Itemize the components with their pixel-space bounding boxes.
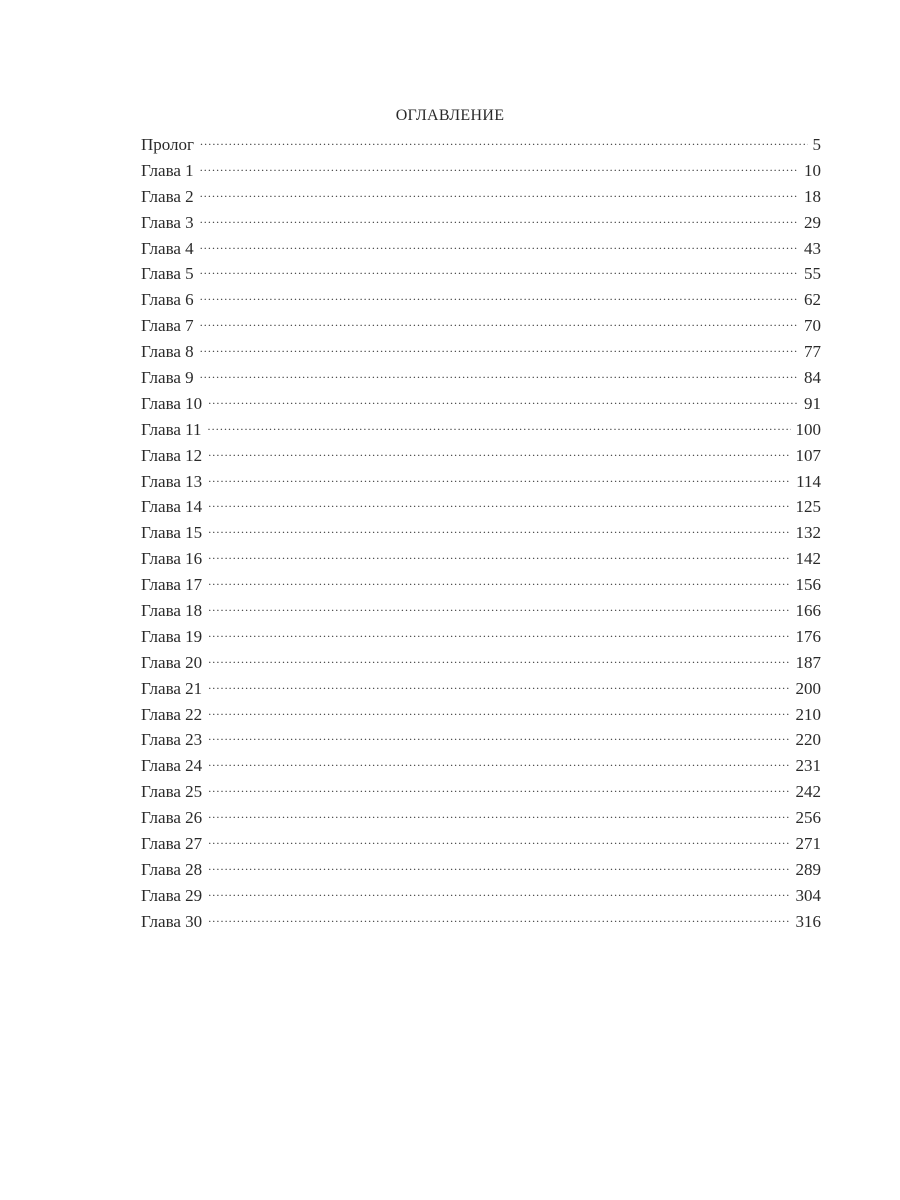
toc-entry[interactable] — [141, 544, 821, 570]
toc-entry-label: Глава 3 — [141, 212, 194, 232]
toc-entry-label: Глава 22 — [141, 704, 203, 724]
toc-entry[interactable] — [141, 492, 821, 518]
dot-leader — [208, 596, 790, 616]
dot-leader — [208, 467, 791, 487]
toc-entry-page-number: 176 — [795, 626, 821, 646]
dot-leader — [208, 544, 790, 564]
dot-leader — [200, 208, 799, 228]
toc-entry-label: Глава 12 — [141, 445, 203, 465]
toc-entry-page-number: 29 — [804, 212, 821, 232]
toc-entry[interactable] — [141, 415, 821, 441]
dot-leader — [200, 311, 799, 331]
dot-leader — [208, 803, 790, 823]
toc-entry[interactable] — [141, 855, 821, 881]
toc-entry-page-number: 187 — [795, 652, 821, 672]
dot-leader — [208, 415, 791, 435]
toc-entry[interactable] — [141, 130, 821, 156]
dot-leader — [200, 234, 799, 254]
toc-entry-label: Глава 23 — [141, 730, 203, 750]
toc-entry-page-number: 100 — [795, 419, 821, 439]
dot-leader — [208, 622, 790, 642]
dot-leader — [208, 907, 790, 927]
toc-entry-label: Глава 28 — [141, 859, 203, 879]
toc-entry[interactable] — [141, 182, 821, 208]
toc-entry[interactable] — [141, 829, 821, 855]
toc-entry-page-number: 289 — [795, 859, 821, 879]
toc-entry[interactable] — [141, 518, 821, 544]
dot-leader — [208, 829, 790, 849]
toc-entry-label: Пролог — [141, 135, 195, 154]
dot-leader — [208, 777, 790, 797]
toc-entry-label: Глава 26 — [141, 808, 203, 828]
toc-entry[interactable] — [141, 881, 821, 907]
dot-leader — [208, 674, 790, 694]
toc-entry[interactable] — [141, 363, 821, 389]
toc-entry-page-number: 316 — [795, 911, 821, 931]
toc-list — [141, 130, 821, 933]
toc-entry-label: Глава 11 — [141, 419, 202, 439]
toc-entry-label: Глава 21 — [141, 678, 203, 698]
dot-leader — [200, 156, 799, 176]
dot-leader — [208, 570, 790, 590]
toc-entry[interactable] — [141, 441, 821, 467]
dot-leader — [200, 363, 799, 383]
toc-entry-label: Глава 16 — [141, 549, 203, 569]
toc-entry-page-number: 55 — [804, 264, 821, 284]
toc-entry-label: Глава 9 — [141, 368, 194, 388]
toc-entry[interactable] — [141, 596, 821, 622]
toc-entry-page-number: 114 — [796, 471, 821, 491]
toc-entry[interactable] — [141, 467, 821, 493]
dot-leader — [208, 518, 790, 538]
toc-entry[interactable] — [141, 648, 821, 674]
toc-entry-page-number: 156 — [795, 575, 821, 595]
toc-entry[interactable] — [141, 389, 821, 415]
dot-leader — [208, 648, 790, 668]
toc-entry-page-number: 18 — [804, 186, 821, 206]
toc-entry[interactable] — [141, 285, 821, 311]
toc-entry[interactable] — [141, 751, 821, 777]
toc-entry-page-number: 256 — [795, 808, 821, 828]
toc-entry-label: Глава 15 — [141, 523, 203, 543]
toc-entry-page-number: 220 — [795, 730, 821, 750]
toc-entry-page-number: 84 — [804, 368, 821, 388]
toc-entry[interactable] — [141, 311, 821, 337]
toc-entry-page-number: 142 — [795, 549, 821, 569]
dot-leader — [200, 337, 799, 357]
toc-entry-page-number: 107 — [795, 445, 821, 465]
dot-leader — [208, 881, 790, 901]
toc-entry-label: Глава 25 — [141, 782, 203, 802]
toc-entry-label: Глава 20 — [141, 652, 203, 672]
dot-leader — [208, 700, 790, 720]
toc-entry-label: Глава 19 — [141, 626, 203, 646]
toc-entry-page-number: 304 — [795, 885, 821, 905]
toc-entry-page-number: 10 — [804, 160, 821, 180]
toc-entry[interactable] — [141, 674, 821, 700]
toc-entry-page-number: 132 — [795, 523, 821, 543]
toc-entry[interactable] — [141, 622, 821, 648]
toc-entry-label: Глава 13 — [141, 471, 203, 491]
toc-entry-page-number: 166 — [795, 601, 821, 621]
toc-entry-label: Глава 18 — [141, 601, 203, 621]
toc-entry-label: Глава 30 — [141, 911, 203, 931]
toc-entry[interactable] — [141, 234, 821, 260]
dot-leader — [208, 751, 790, 771]
toc-entry[interactable] — [141, 337, 821, 363]
toc-entry-page-number: 91 — [804, 393, 821, 413]
dot-leader — [208, 389, 799, 409]
toc-entry[interactable] — [141, 803, 821, 829]
toc-entry[interactable] — [141, 156, 821, 182]
toc-entry[interactable] — [141, 259, 821, 285]
toc-entry-label: Глава 29 — [141, 885, 203, 905]
dot-leader — [200, 182, 799, 202]
dot-leader — [208, 855, 790, 875]
toc-entry-label: Глава 4 — [141, 238, 194, 258]
toc-entry-page-number: 242 — [795, 782, 821, 802]
toc-entry-label: Глава 17 — [141, 575, 203, 595]
toc-entry-page-number: 43 — [804, 238, 821, 258]
toc-entry-page-number: 62 — [804, 290, 821, 310]
toc-entry-label: Глава 2 — [141, 186, 194, 206]
toc-entry[interactable] — [141, 208, 821, 234]
toc-entry-label: Глава 14 — [141, 497, 203, 517]
toc-entry-page-number: 5 — [812, 135, 821, 154]
toc-entry-page-number: 231 — [795, 756, 821, 776]
dot-leader — [208, 441, 790, 461]
toc-entry-page-number: 271 — [795, 834, 821, 854]
toc-entry-label: Глава 8 — [141, 342, 194, 362]
dot-leader — [208, 492, 790, 512]
toc-entry-page-number: 125 — [795, 497, 821, 517]
dot-leader — [200, 259, 799, 279]
toc-entry[interactable] — [141, 725, 821, 751]
toc-entry-label: Глава 1 — [141, 160, 194, 180]
toc-entry[interactable] — [141, 777, 821, 803]
toc-entry-page-number: 200 — [795, 678, 821, 698]
toc-entry[interactable] — [141, 700, 821, 726]
toc-entry-page-number: 210 — [795, 704, 821, 724]
toc-title: ОГЛАВЛЕНИЕ — [395, 107, 505, 124]
toc-entry-label: Глава 10 — [141, 393, 203, 413]
toc-entry-label: Глава 5 — [141, 264, 194, 284]
toc-entry[interactable] — [141, 570, 821, 596]
toc-entry-page-number: 77 — [804, 342, 821, 362]
toc-entry[interactable] — [141, 907, 821, 933]
dot-leader — [208, 725, 790, 745]
toc-entry-label: Глава 6 — [141, 290, 194, 310]
toc-entry-label: Глава 7 — [141, 316, 194, 336]
toc-entry-label: Глава 24 — [141, 756, 203, 776]
dot-leader — [200, 285, 799, 305]
dot-leader — [200, 130, 807, 150]
toc-entry-label: Глава 27 — [141, 834, 203, 854]
toc-entry-page-number: 70 — [804, 316, 821, 336]
